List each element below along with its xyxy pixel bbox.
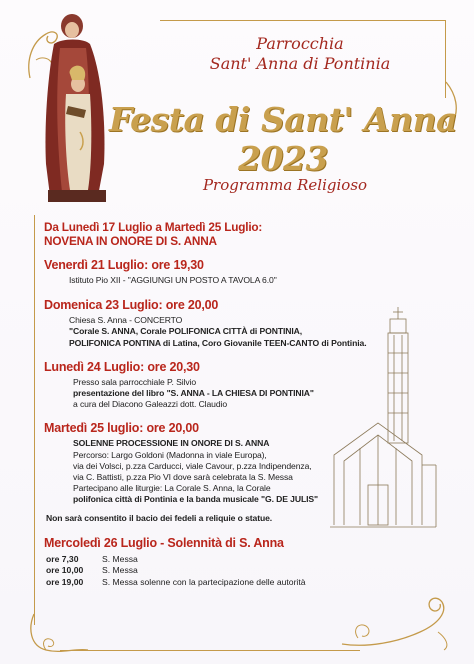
header [150, 34, 450, 74]
festa-title: Festa di Sant' Anna 2023 [109, 100, 457, 178]
parish-name-line2: Sant' Anna di Pontinia [209, 54, 391, 73]
programma-subtitle: Programma Religioso [202, 176, 368, 194]
reliquie-note: Non sarà consentito il bacio dei fedeli a reliquie o statue. [46, 512, 273, 523]
program-content [44, 220, 367, 588]
wednesday-schedule [44, 554, 364, 589]
section-tuesday [44, 421, 364, 505]
schedule-row [44, 565, 364, 577]
saint-anne-statue-image [40, 14, 118, 204]
schedule-time: ore 10,00 [46, 565, 84, 576]
schedule-event: S. Messa [102, 553, 138, 564]
section-friday [44, 258, 364, 286]
sunday-line2: "Corale S. ANNA, Corale POLIFONICA CITTÀ di PONTINIA, [69, 326, 303, 337]
novena-dates: Da Lunedì 17 Luglio a Martedì 25 Luglio: [44, 220, 263, 234]
schedule-time: ore 19,00 [46, 576, 84, 587]
monday-line2: presentazione del libro "S. ANNA - LA CHIESA DI PONTINIA" [73, 388, 314, 399]
sunday-line3: POLIFONICA PONTINA di Latina, Coro Giovanile TEEN-CANTO di Pontinia. [69, 337, 367, 348]
monday-heading: Lunedì 24 Luglio: ore 20,30 [44, 359, 200, 374]
tuesday-line5: Partecipano alle liturgie: La Corale S. Anna, la Corale [73, 483, 271, 494]
section-novena [44, 220, 364, 248]
frame-top-line [160, 20, 445, 21]
parish-name-line1: Parrocchia [256, 34, 344, 53]
schedule-row [44, 577, 364, 589]
section-wednesday [44, 536, 364, 589]
tuesday-line3: via dei Volsci, p.zza Carducci, viale Cavour, p.zza Indipendenza, [73, 460, 312, 471]
flourish-bottom-right [338, 592, 458, 652]
schedule-event: S. Messa [102, 565, 138, 576]
frame-bottom-line [60, 650, 360, 651]
tuesday-line2: Percorso: Largo Goldoni (Madonna in viale Europa), [73, 449, 267, 460]
tuesday-line1: SOLENNE PROCESSIONE IN ONORE DI S. ANNA [73, 438, 270, 449]
section-sunday [44, 298, 367, 349]
frame-left-line [34, 215, 35, 625]
friday-detail: Istituto Pio XII - "AGGIUNGI UN POSTO A TAVOLA 6.0" [69, 275, 277, 285]
sunday-heading: Domenica 23 Luglio: ore 20,00 [44, 298, 219, 313]
tuesday-heading: Martedì 25 luglio: ore 20,00 [44, 421, 199, 436]
monday-line3: a cura del Diacono Galeazzi dott. Claudio [73, 399, 228, 410]
section-monday [44, 360, 364, 411]
tuesday-line4: via C. Battisti, p.zza Pio VI dove sarà celebrata la S. Messa [73, 472, 293, 483]
schedule-row [44, 554, 364, 566]
sunday-line1: Chiesa S. Anna - CONCERTO [69, 315, 183, 326]
tuesday-line6: polifonica città di Pontinia e la banda musicale "G. DE JULIS" [73, 494, 319, 505]
schedule-time: ore 7,30 [46, 553, 79, 564]
schedule-event: S. Messa solenne con la partecipazione delle autorità [102, 576, 306, 587]
friday-heading: Venerdì 21 Luglio: ore 19,30 [44, 258, 204, 272]
wednesday-heading: Mercoledì 26 Luglio - Solennità di S. Anna [44, 535, 284, 550]
flourish-bottom-left [22, 612, 92, 658]
monday-line1: Presso sala parrocchiale P. Silvio [73, 376, 197, 387]
novena-title: NOVENA IN ONORE DI S. ANNA [44, 234, 217, 248]
